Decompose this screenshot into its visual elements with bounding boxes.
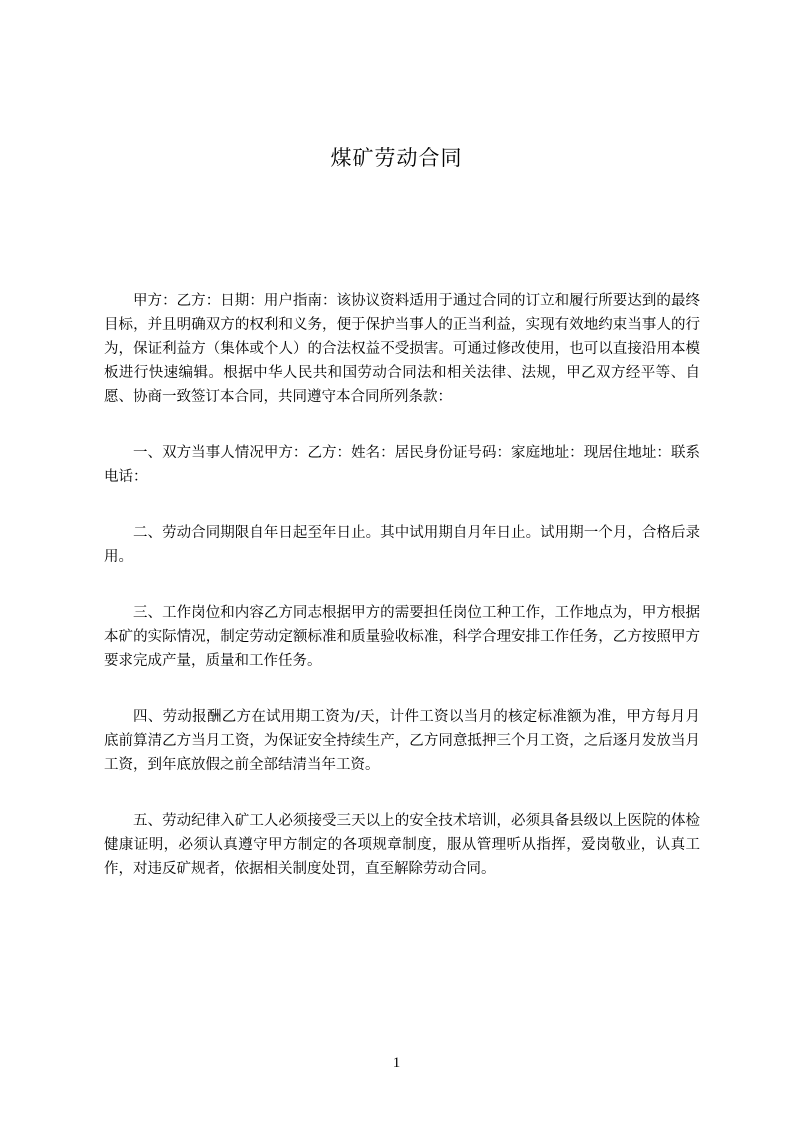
paragraph-parties: 一、双方当事人情况甲方：乙方：姓名：居民身份证号码：家庭地址：现居住地址：联系电话： — [104, 445, 700, 485]
paragraph-preamble: 甲方：乙方：日期：用户指南：该协议资料适用于通过合同的订立和履行所要达到的最终目标，并且明确双方的权利和义务，便于保护当事人的正当利益，实现有效地约束当事人的行为，保证利益方（集体或个人）的合法权益不受损害。可通过修改使用，也可以直接沿用本模板进行快速编辑。根据中华人民共和国劳动合同法和相关法律、法规，甲乙双方经平等、自愿、协商一致签订本合同，共同遵守本合同所列条款： — [104, 293, 700, 405]
document-title: 煤矿劳动合同 — [330, 146, 463, 170]
paragraph-remuneration: 四、劳动报酬乙方在试用期工资为/天，计件工资以当月的核定标准额为准，甲方每月月底前算清乙方当月工资，为保证安全持续生产，乙方同意抵押三个月工资，之后逐月发放当月工资，到年底放假之前全部结清当年工资。 — [104, 709, 700, 773]
paragraph-job-position: 三、工作岗位和内容乙方同志根据甲方的需要担任岗位工种工作，工作地点为，甲方根据本矿的实际情况，制定劳动定额标准和质量验收标准，科学合理安排工作任务，乙方按照甲方要求完成产量，质量和工作任务。 — [104, 605, 700, 669]
document-body — [104, 289, 700, 913]
paragraph-labor-discipline: 五、劳动纪律入矿工人必须接受三天以上的安全技术培训，必须具备县级以上医院的体检健康证明，必须认真遵守甲方制定的各项规章制度，服从管理听从指挥，爱岗敬业，认真工作，对违反矿规者，依据相关制度处罚，直至解除劳动合同。 — [104, 813, 700, 877]
page-number: 1 — [392, 1055, 401, 1071]
paragraph-contract-term: 二、劳动合同期限自年日起至年日止。其中试用期自月年日止。试用期一个月，合格后录用。 — [104, 525, 700, 565]
